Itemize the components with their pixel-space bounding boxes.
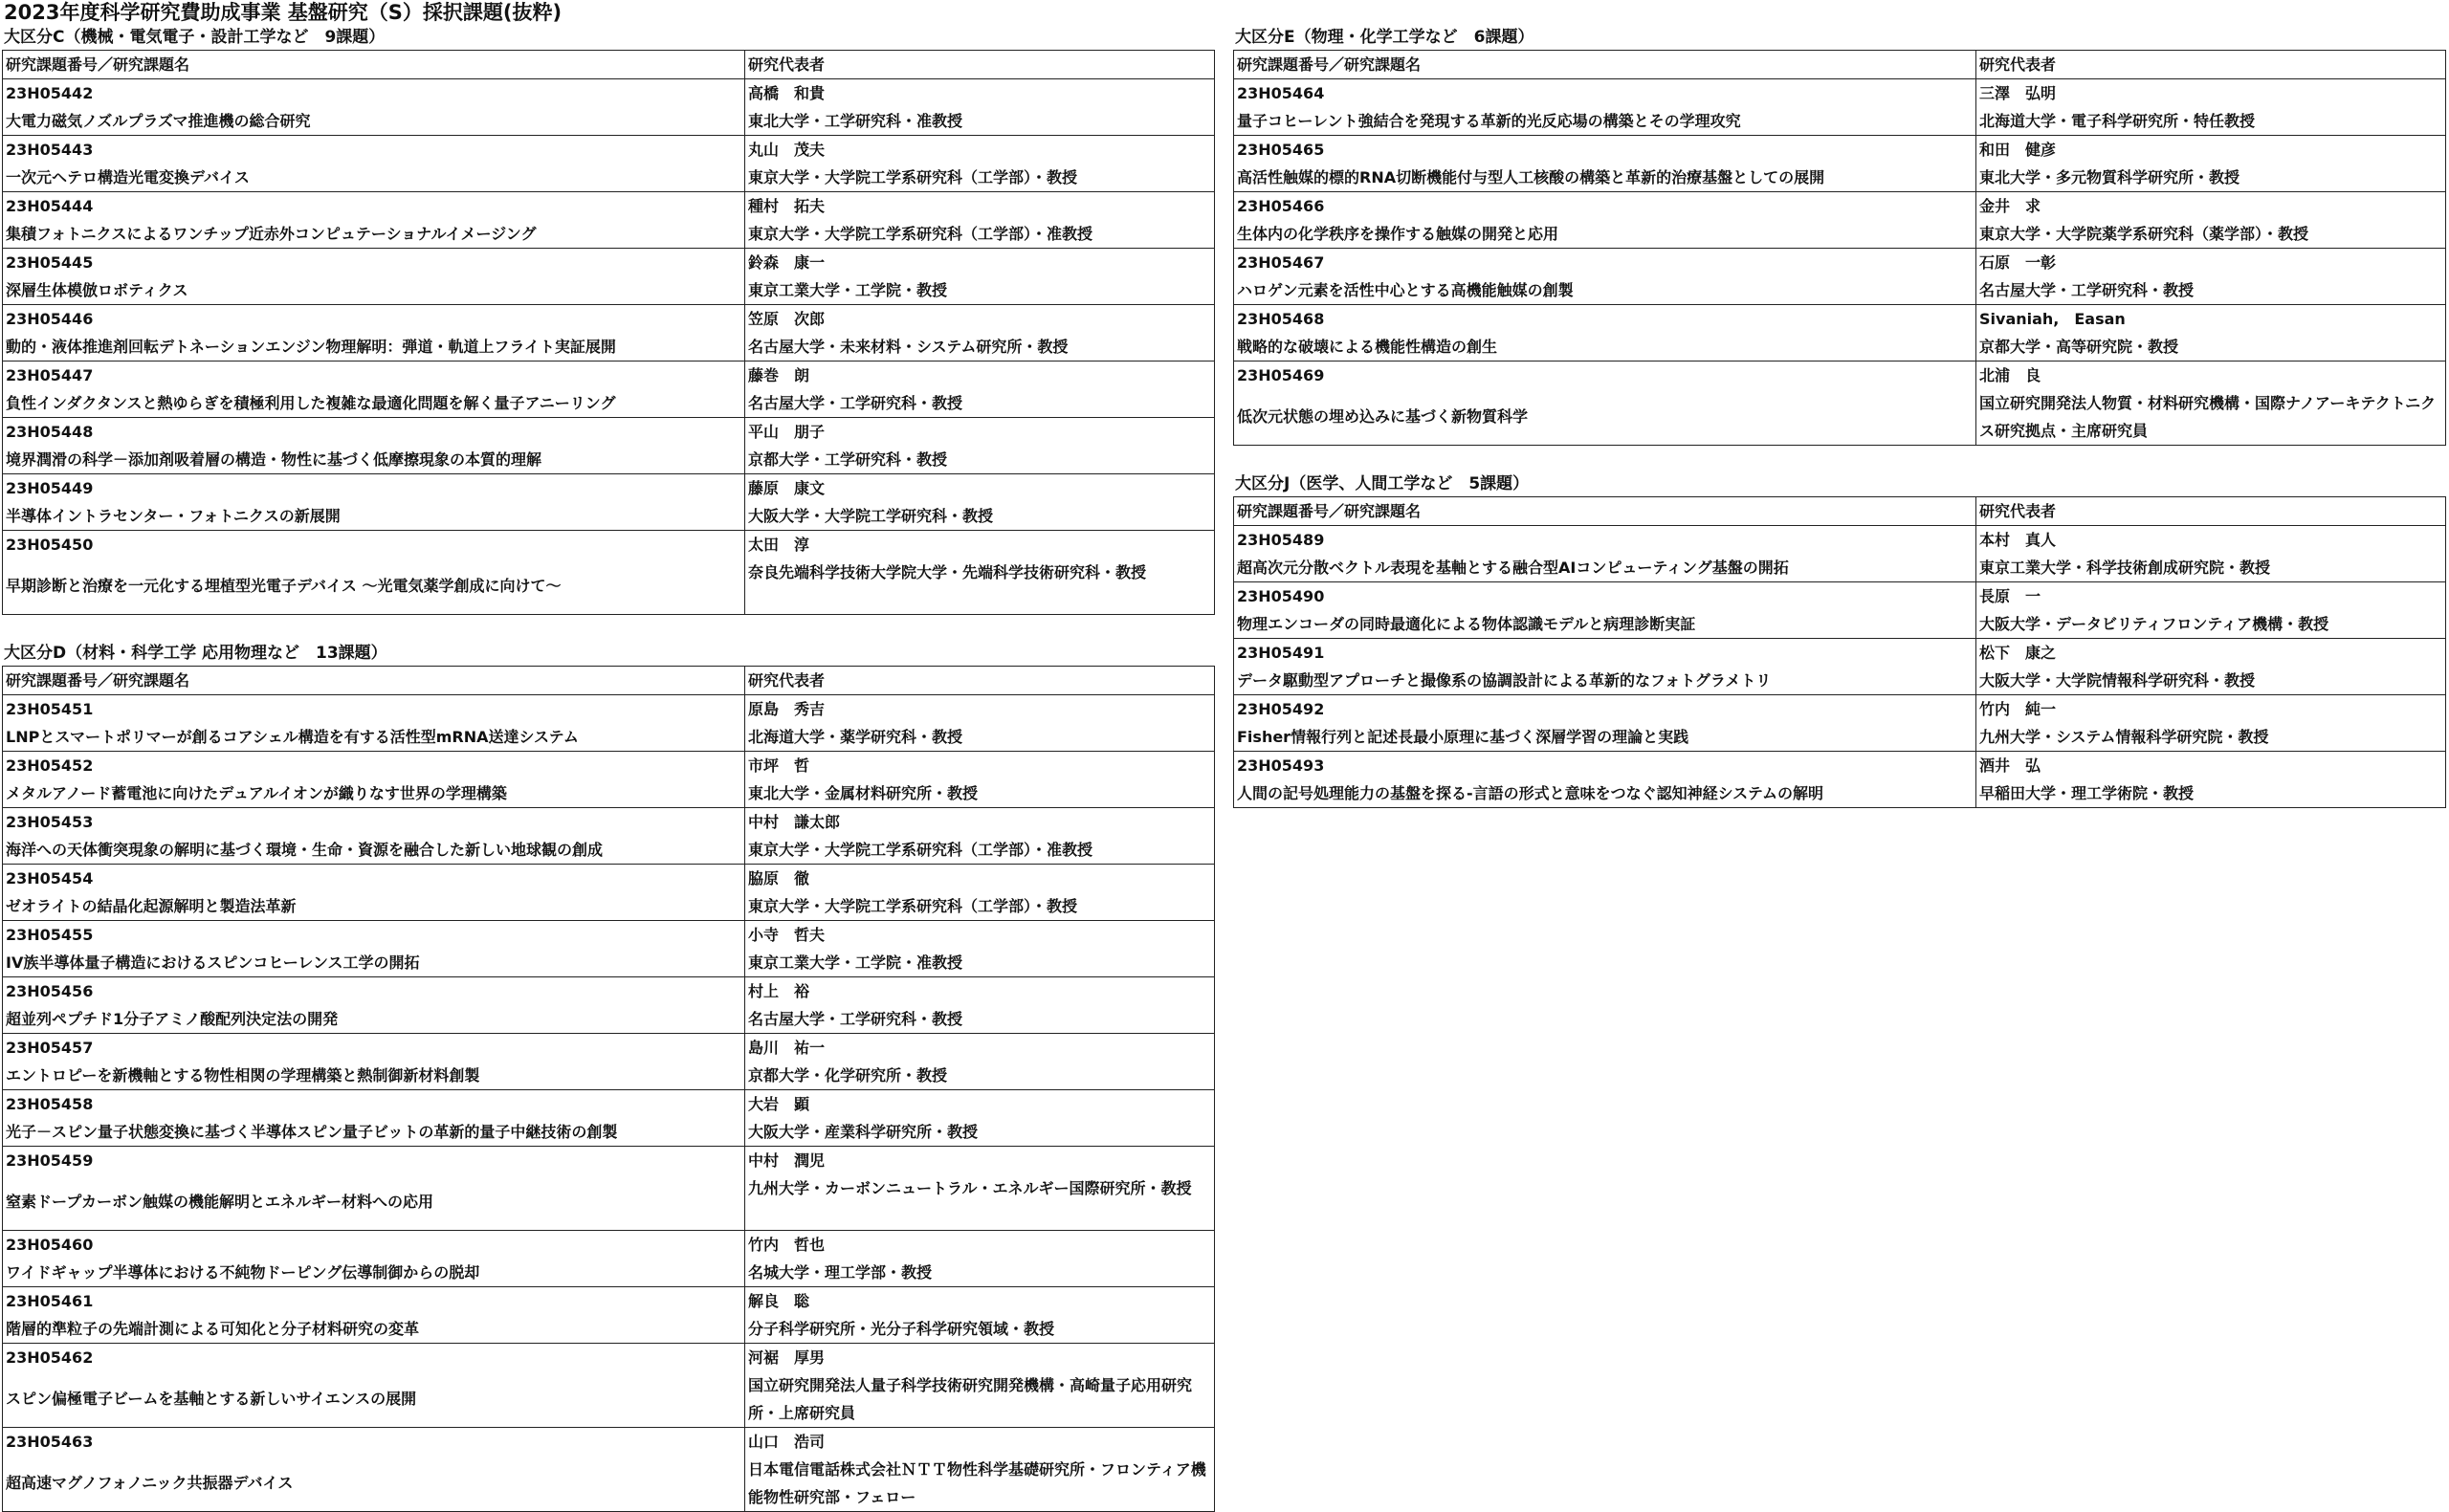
representative-name: 丸山 茂夫	[748, 141, 826, 159]
project-title: 戦略的な破壊による機能性構造の創生	[1237, 338, 1498, 356]
project-id: 23H05459	[6, 1151, 94, 1170]
representative-name: 高橋 和貴	[748, 84, 826, 102]
project-id: 23H05448	[6, 423, 94, 441]
representative-name: 鈴森 康一	[748, 253, 826, 272]
representative-affiliation: 日本電信電話株式会社ＮＴＴ物性科学基礎研究所・フロンティア機能物性研究部・フェロー	[748, 1460, 1206, 1506]
table-row	[1234, 305, 2446, 362]
table-row	[3, 418, 1215, 474]
representative-affiliation: 名古屋大学・工学研究科・教授	[748, 1010, 963, 1028]
project-title: 超高速マグノフォノニック共振器デバイス	[6, 1474, 294, 1492]
project-id: 23H05457	[6, 1039, 94, 1057]
representative-affiliation: 名古屋大学・未来材料・システム研究所・教授	[748, 338, 1069, 356]
column-header-title: 研究課題番号／研究課題名	[1234, 497, 1976, 526]
section-table	[1233, 50, 2446, 446]
table-row	[3, 808, 1215, 865]
project-title: 窒素ドープカーボン触媒の機能解明とエネルギー材料への応用	[6, 1193, 434, 1211]
project-id: 23H05491	[1237, 644, 1325, 662]
project-id: 23H05490	[1237, 587, 1325, 605]
representative-name: 平山 朋子	[748, 423, 826, 441]
representative-name: 藤原 康文	[748, 479, 826, 497]
project-id: 23H05465	[1237, 141, 1325, 159]
section-c	[2, 25, 1215, 615]
table-row	[3, 1090, 1215, 1147]
column-header-title: 研究課題番号／研究課題名	[3, 667, 745, 695]
project-title: 超高次元分散ベクトル表現を基軸とする融合型AIコンピューティング基盤の開拓	[1237, 559, 1789, 577]
table-header-row	[3, 51, 1215, 79]
representative-affiliation: 名城大学・理工学部・教授	[748, 1263, 933, 1282]
representative-name: 本村 真人	[1979, 531, 2057, 549]
project-id: 23H05468	[1237, 310, 1325, 328]
project-title: メタルアノード蓄電池に向けたデュアルイオンが織りなす世界の学理構築	[6, 784, 507, 802]
representative-name: 三澤 弘明	[1979, 84, 2057, 102]
representative-name: 河裾 厚男	[748, 1348, 826, 1367]
representative-name: 島川 祐一	[748, 1039, 826, 1057]
section-table	[1233, 496, 2446, 808]
representative-affiliation: 北海道大学・電子科学研究所・特任教授	[1979, 112, 2256, 130]
representative-name: 中村 潤児	[748, 1151, 826, 1170]
representative-affiliation: 東北大学・多元物質科学研究所・教授	[1979, 168, 2240, 186]
project-id: 23H05446	[6, 310, 94, 328]
table-row	[1234, 752, 2446, 808]
table-row	[3, 305, 1215, 362]
table-row	[3, 921, 1215, 977]
section-heading: 大区分D（材料・科学工学 応用物理など 13課題）	[4, 644, 387, 663]
representative-name: 小寺 哲夫	[748, 926, 826, 944]
project-title: 人間の記号処理能力の基盤を探る-言語の形式と意味をつなぐ認知神経システムの解明	[1237, 784, 1824, 802]
project-id: 23H05455	[6, 926, 94, 944]
section-heading: 大区分J（医学、人間工学など 5課題）	[1235, 474, 1530, 493]
project-title: 光子－スピン量子状態変換に基づく半導体スピン量子ビットの革新的量子中継技術の創製	[6, 1123, 618, 1141]
column-header-title: 研究課題番号／研究課題名	[1234, 51, 1976, 79]
representative-name: 山口 浩司	[748, 1433, 826, 1451]
representative-name: 種村 拓夫	[748, 197, 826, 215]
representative-name: 原島 秀吉	[748, 700, 826, 718]
representative-affiliation: 京都大学・高等研究院・教授	[1979, 338, 2179, 356]
table-header-row	[1234, 51, 2446, 79]
project-id: 23H05461	[6, 1292, 94, 1310]
representative-affiliation: 東京大学・大学院工学系研究科（工学部）・教授	[748, 168, 1078, 186]
representative-name: 長原 一	[1979, 587, 2041, 605]
representative-name: 竹内 純一	[1979, 700, 2057, 718]
table-row	[3, 1287, 1215, 1344]
project-title: データ駆動型アプローチと撮像系の協調設計による革新的なフォトグラメトリ	[1237, 671, 1772, 690]
table-row	[3, 531, 1215, 615]
project-title: 物理エンコーダの同時最適化による物体認識モデルと病理診断実証	[1237, 615, 1696, 633]
representative-name: 松下 康之	[1979, 644, 2057, 662]
column-header-representative: 研究代表者	[745, 667, 1215, 695]
section-table	[2, 50, 1215, 615]
project-id: 23H05442	[6, 84, 94, 102]
table-row	[3, 977, 1215, 1034]
project-title: IV族半導体量子構造におけるスピンコヒーレンス工学の開拓	[6, 953, 420, 972]
representative-name: 中村 謙太郎	[748, 813, 841, 831]
representative-affiliation: 早稲田大学・理工学術院・教授	[1979, 784, 2195, 802]
table-row	[1234, 136, 2446, 192]
project-id: 23H05449	[6, 479, 94, 497]
representative-affiliation: 京都大学・化学研究所・教授	[748, 1066, 948, 1085]
page-title: 2023年度科学研究費助成事業 基盤研究（S）採択課題(抜粋)	[4, 1, 563, 24]
project-title: 海洋への天体衝突現象の解明に基づく環境・生命・資源を融合した新しい地球観の創成	[6, 841, 604, 859]
representative-name: 村上 裕	[748, 982, 810, 1000]
section-heading: 大区分E（物理・化学工学など 6課題）	[1235, 28, 1534, 47]
representative-affiliation: 九州大学・システム情報科学研究院・教授	[1979, 728, 2269, 746]
table-row	[1234, 639, 2446, 695]
representative-affiliation: 東北大学・金属材料研究所・教授	[748, 784, 979, 802]
project-id: 23H05454	[6, 869, 94, 887]
representative-name: 北浦 良	[1979, 366, 2041, 384]
project-title: 一次元ヘテロ構造光電変換デバイス	[6, 168, 250, 186]
project-id: 23H05450	[6, 536, 94, 554]
project-title: 半導体イントラセンター・フォトニクスの新展開	[6, 507, 341, 525]
project-id: 23H05443	[6, 141, 94, 159]
representative-name: Sivaniah, Easan	[1979, 310, 2126, 328]
project-title: 集積フォトニクスによるワンチップ近赤外コンピュテーショナルイメージング	[6, 225, 537, 243]
project-title: 動的・液体推進剤回転デトネーションエンジン物理解明：弾道・軌道上フライト実証展開	[6, 338, 616, 356]
table-row	[3, 1147, 1215, 1231]
project-id: 23H05467	[1237, 253, 1325, 272]
representative-name: 大岩 顕	[748, 1095, 810, 1113]
representative-name: 藤巻 朗	[748, 366, 810, 384]
representative-affiliation: 東京工業大学・科学技術創成研究院・教授	[1979, 559, 2271, 577]
representative-affiliation: 大阪大学・産業科学研究所・教授	[748, 1123, 979, 1141]
project-id: 23H05464	[1237, 84, 1325, 102]
table-row	[3, 362, 1215, 418]
project-id: 23H05489	[1237, 531, 1325, 549]
representative-affiliation: 大阪大学・大学院情報科学研究科・教授	[1979, 671, 2256, 690]
representative-name: 脇原 徹	[748, 869, 810, 887]
project-id: 23H05445	[6, 253, 94, 272]
table-row	[3, 865, 1215, 921]
project-title: 境界潤滑の科学－添加剤吸着層の構造・物性に基づく低摩擦現象の本質的理解	[6, 450, 542, 469]
representative-affiliation: 国立研究開発法人量子科学技術研究開発機構・高崎量子応用研究所・上席研究員	[748, 1376, 1193, 1422]
table-row	[3, 249, 1215, 305]
representative-affiliation: 東京大学・大学院工学系研究科（工学部）・准教授	[748, 225, 1093, 243]
representative-affiliation: 北海道大学・薬学研究科・教授	[748, 728, 963, 746]
representative-affiliation: 国立研究開発法人物質・材料研究機構・国際ナノアーキテクトニクス研究拠点・主席研究員	[1979, 394, 2437, 440]
column-header-representative: 研究代表者	[1976, 51, 2446, 79]
representative-name: 金井 求	[1979, 197, 2041, 215]
representative-affiliation: 名古屋大学・工学研究科・教授	[1979, 281, 2195, 299]
column-header-title: 研究課題番号／研究課題名	[3, 51, 745, 79]
representative-affiliation: 東京大学・大学院薬学系研究科（薬学部）・教授	[1979, 225, 2309, 243]
representative-affiliation: 東京大学・大学院工学系研究科（工学部）・准教授	[748, 841, 1093, 859]
table-row	[1234, 79, 2446, 136]
project-title: 生体内の化学秩序を操作する触媒の開発と応用	[1237, 225, 1559, 243]
project-title: ゼオライトの結晶化起源解明と製造法革新	[6, 897, 297, 915]
project-title: 早期診断と治療を一元化する埋植型光電子デバイス ～光電気薬学創成に向けて～	[6, 577, 562, 595]
representative-affiliation: 奈良先端科学技術大学院大学・先端科学技術研究科・教授	[748, 563, 1147, 581]
section-table	[2, 666, 1215, 1512]
column-header-representative: 研究代表者	[1976, 497, 2446, 526]
table-row	[1234, 526, 2446, 582]
table-row	[3, 1034, 1215, 1090]
table-row	[3, 1344, 1215, 1428]
project-title: 量子コヒーレント強結合を発現する革新的光反応場の構築とその学理攻究	[1237, 112, 1741, 130]
project-id: 23H05444	[6, 197, 94, 215]
representative-affiliation: 九州大学・カーボンニュートラル・エネルギー国際研究所・教授	[748, 1179, 1192, 1197]
table-row	[3, 1231, 1215, 1287]
representative-name: 酒井 弘	[1979, 756, 2041, 775]
representative-name: 解良 聡	[748, 1292, 810, 1310]
representative-affiliation: 東京工業大学・工学院・准教授	[748, 953, 963, 972]
project-title: 深層生体模倣ロボティクス	[6, 281, 188, 299]
section-e	[1233, 25, 2446, 446]
table-row	[1234, 582, 2446, 639]
project-title: 負性インダクタンスと熱ゆらぎを積極利用した複雑な最適化問題を解く量子アニーリング	[6, 394, 616, 412]
representative-name: 太田 淳	[748, 536, 810, 554]
project-title: Fisher情報行列と記述長最小原理に基づく深層学習の理論と実践	[1237, 728, 1689, 746]
table-row	[1234, 192, 2446, 249]
table-row	[1234, 249, 2446, 305]
table-header-row	[3, 667, 1215, 695]
column-header-representative: 研究代表者	[745, 51, 1215, 79]
table-row	[1234, 695, 2446, 752]
project-id: 23H05451	[6, 700, 94, 718]
project-title: 低次元状態の埋め込みに基づく新物質科学	[1237, 407, 1529, 426]
project-id: 23H05492	[1237, 700, 1325, 718]
table-row	[1234, 362, 2446, 446]
section-heading: 大区分C（機械・電気電子・設計工学など 9課題）	[4, 28, 386, 47]
representative-name: 和田 健彦	[1979, 141, 2057, 159]
table-row	[3, 79, 1215, 136]
table-row	[3, 695, 1215, 752]
project-title: スピン偏極電子ビームを基軸とする新しいサイエンスの展開	[6, 1390, 417, 1408]
project-title: 階層的準粒子の先端計測による可知化と分子材料研究の変革	[6, 1320, 420, 1338]
representative-name: 市坪 哲	[748, 756, 810, 775]
table-row	[3, 1428, 1215, 1512]
project-id: 23H05462	[6, 1348, 94, 1367]
representative-name: 笠原 次郎	[748, 310, 826, 328]
representative-name: 石原 一彰	[1979, 253, 2057, 272]
representative-affiliation: 大阪大学・データビリティフロンティア機構・教授	[1979, 615, 2329, 633]
representative-name: 竹内 哲也	[748, 1236, 826, 1254]
project-title: LNPとスマートポリマーが創るコアシェル構造を有する活性型mRNA送達システム	[6, 728, 579, 746]
project-id: 23H05458	[6, 1095, 94, 1113]
project-id: 23H05463	[6, 1433, 94, 1451]
project-id: 23H05466	[1237, 197, 1325, 215]
table-row	[3, 192, 1215, 249]
project-title: 高活性触媒的標的RNA切断機能付与型人工核酸の構築と革新的治療基盤としての展開	[1237, 168, 1825, 186]
representative-affiliation: 東京工業大学・工学院・教授	[748, 281, 948, 299]
project-id: 23H05447	[6, 366, 94, 384]
project-title: ワイドギャップ半導体における不純物ドーピング伝導制御からの脱却	[6, 1263, 480, 1282]
project-title: 大電力磁気ノズルプラズマ推進機の総合研究	[6, 112, 311, 130]
representative-affiliation: 京都大学・工学研究科・教授	[748, 450, 948, 469]
representative-affiliation: 東京大学・大学院工学系研究科（工学部）・教授	[748, 897, 1078, 915]
project-id: 23H05456	[6, 982, 94, 1000]
project-title: エントロピーを新機軸とする物性相関の学理構築と熱制御新材料創製	[6, 1066, 480, 1085]
section-d	[2, 641, 1215, 1512]
representative-affiliation: 大阪大学・大学院工学研究科・教授	[748, 507, 994, 525]
project-id: 23H05493	[1237, 756, 1325, 775]
project-title: ハロゲン元素を活性中心とする高機能触媒の創製	[1237, 281, 1574, 299]
table-row	[3, 136, 1215, 192]
project-id: 23H05469	[1237, 366, 1325, 384]
project-id: 23H05453	[6, 813, 94, 831]
representative-affiliation: 東北大学・工学研究科・准教授	[748, 112, 963, 130]
table-row	[3, 752, 1215, 808]
project-title: 超並列ペプチド1分子アミノ酸配列決定法の開発	[6, 1010, 339, 1028]
representative-affiliation: 名古屋大学・工学研究科・教授	[748, 394, 963, 412]
table-row	[3, 474, 1215, 531]
section-j	[1233, 471, 2446, 808]
representative-affiliation: 分子科学研究所・光分子科学研究領域・教授	[748, 1320, 1055, 1338]
project-id: 23H05452	[6, 756, 94, 775]
project-id: 23H05460	[6, 1236, 94, 1254]
table-header-row	[1234, 497, 2446, 526]
